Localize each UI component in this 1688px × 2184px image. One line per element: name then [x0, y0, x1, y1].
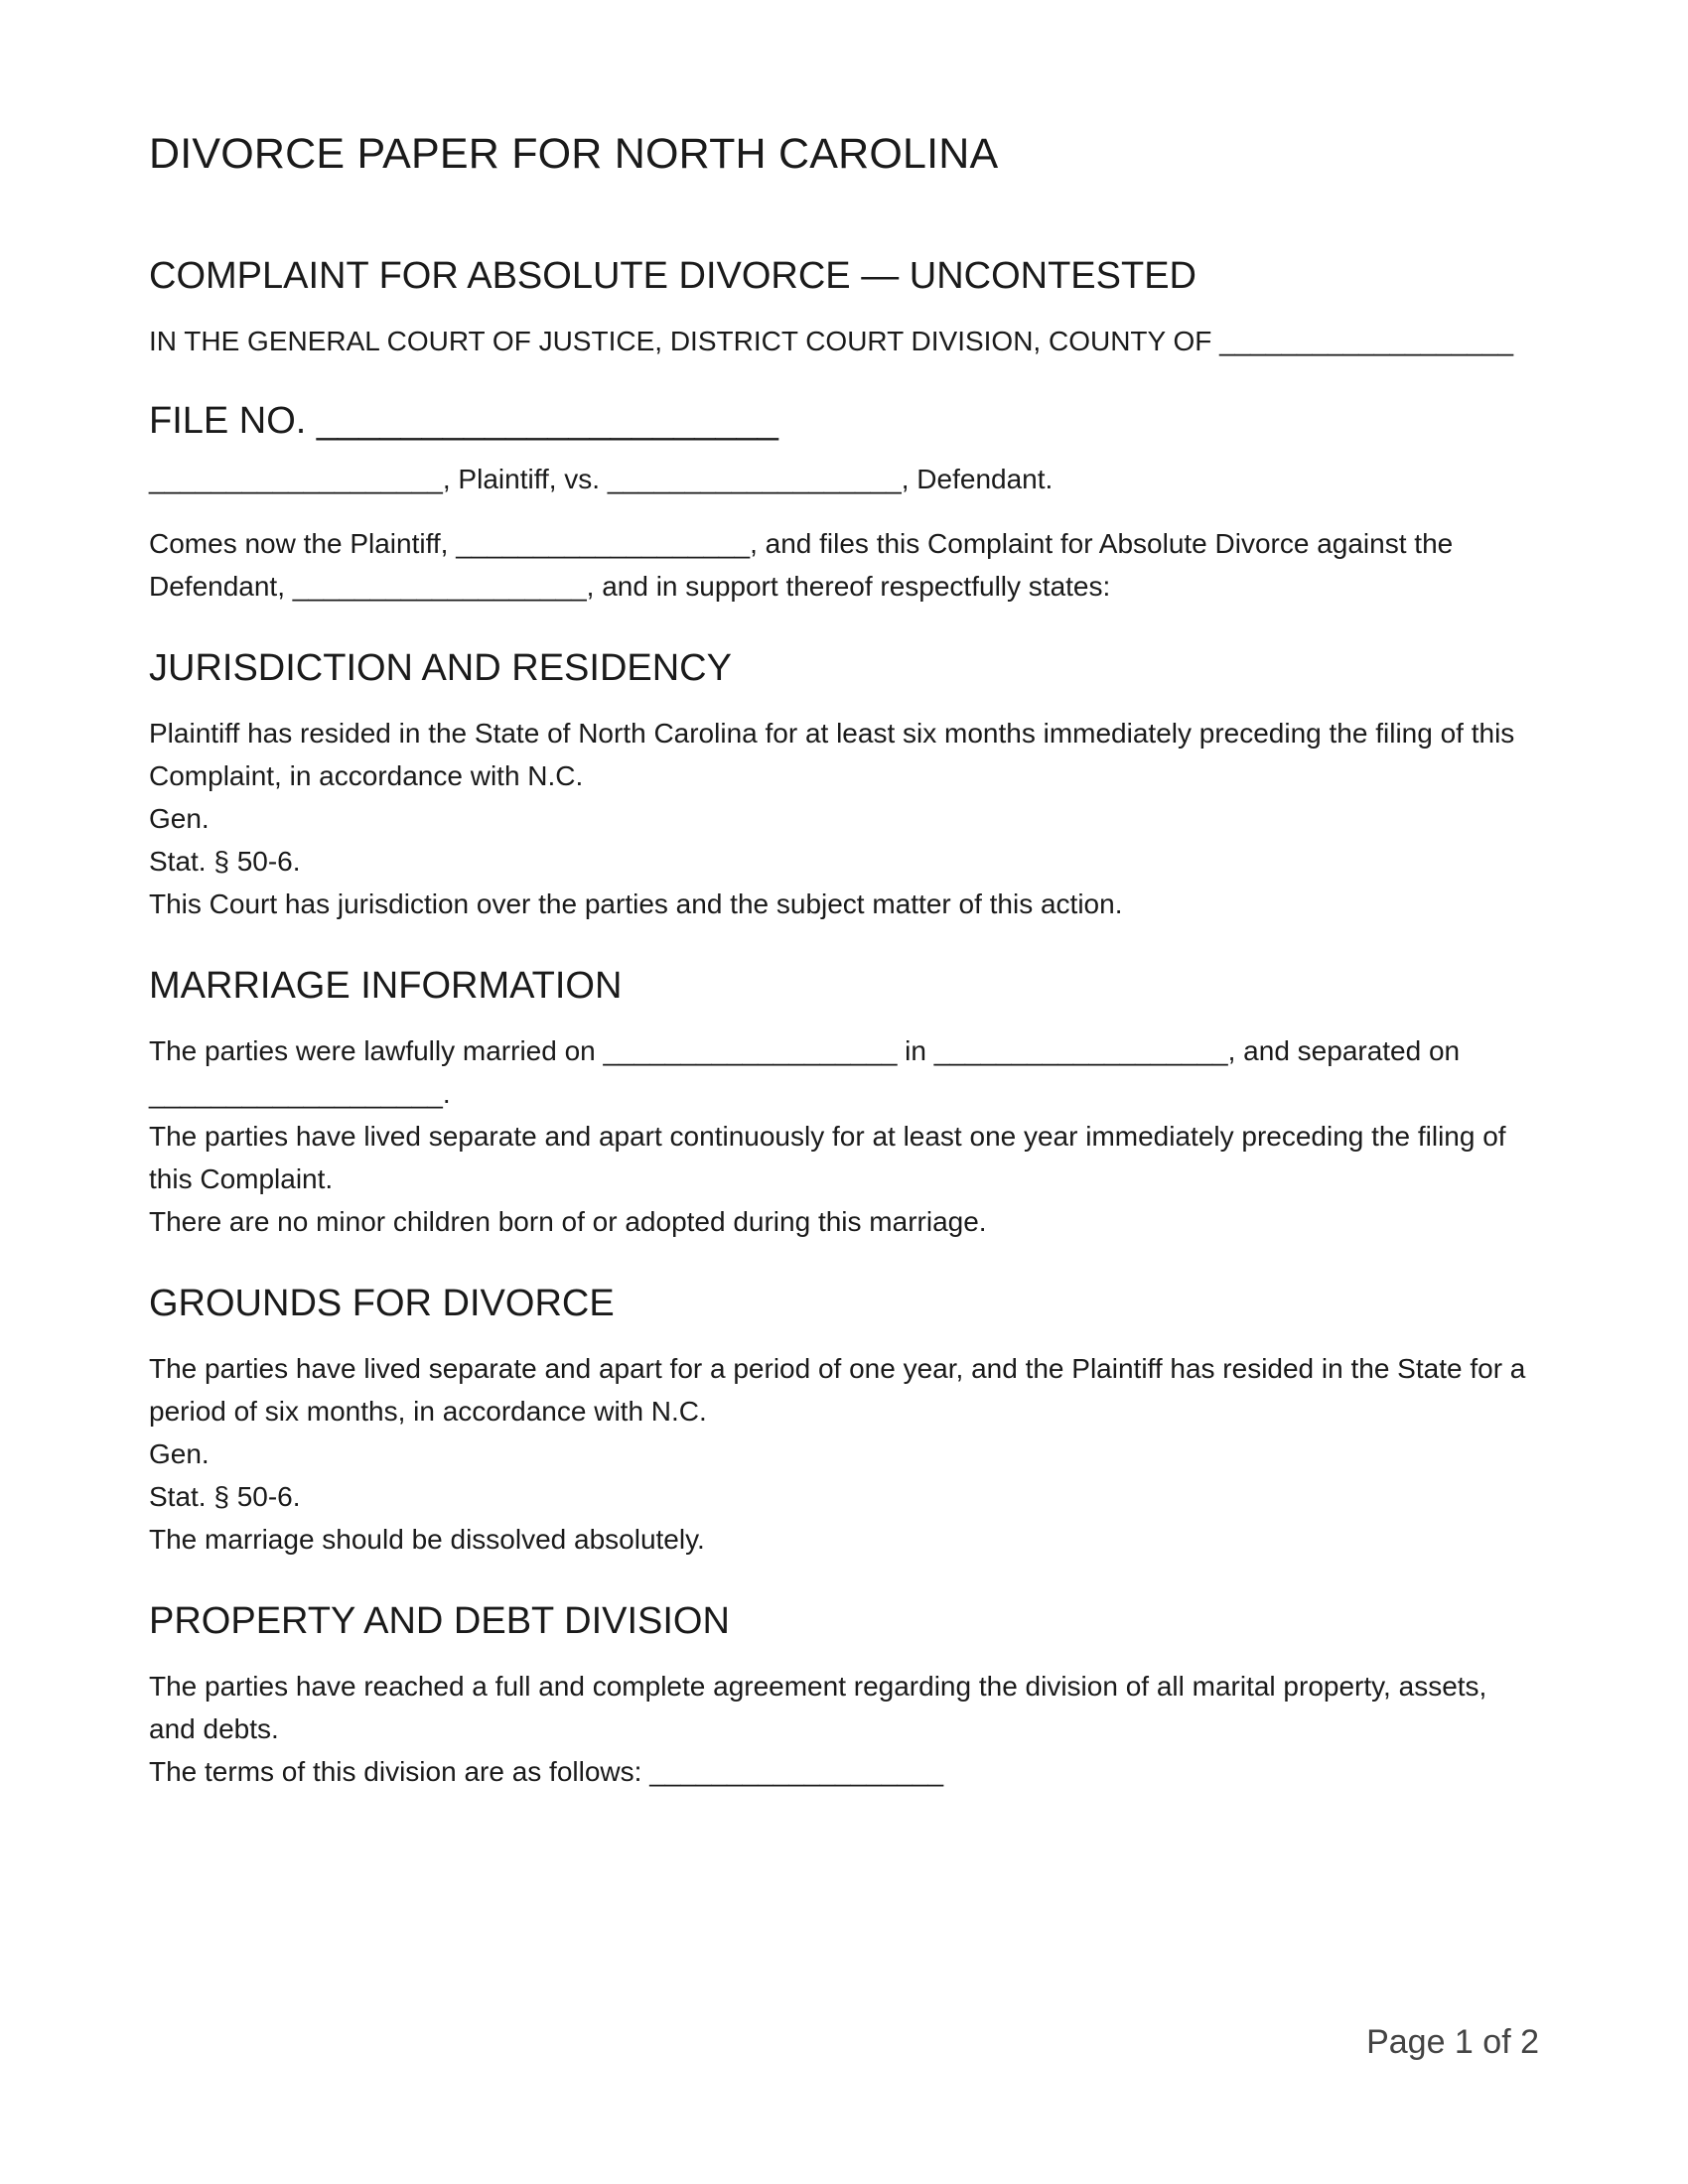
- grounds-line: The parties have lived separate and apart for a period of one year, and the Plaintiff has resided in the State for a period of six months, in accordance with N.C.: [149, 1353, 1526, 1427]
- section-heading-property: PROPERTY AND DEBT DIVISION: [149, 1600, 730, 1642]
- marriage-line: There are no minor children born of or adopted during this marriage.: [149, 1206, 987, 1237]
- document-title: DIVORCE PAPER FOR NORTH CAROLINA: [149, 130, 999, 178]
- jurisdiction-line: Plaintiff has resided in the State of North Carolina for at least six months immediately preceding the filing of this Complaint, in accordance with N.C.: [149, 718, 1515, 791]
- section-grounds: [149, 1278, 1539, 1561]
- page-number: Page 1 of 2: [1366, 2023, 1539, 2061]
- file-number: FILE NO. ______________________: [149, 400, 778, 442]
- document-subtitle: COMPLAINT FOR ABSOLUTE DIVORCE — UNCONTESTED: [149, 255, 1197, 297]
- document-body: [149, 124, 1539, 1793]
- section-heading-grounds: GROUNDS FOR DIVORCE: [149, 1283, 615, 1324]
- jurisdiction-line: Gen.: [149, 803, 210, 834]
- section-heading-marriage: MARRIAGE INFORMATION: [149, 965, 623, 1007]
- marriage-line: The parties have lived separate and apart continuously for at least one year immediately preceding the filing of this Complaint.: [149, 1121, 1506, 1194]
- court-line: IN THE GENERAL COURT OF JUSTICE, DISTRICT COURT DIVISION, COUNTY OF ___________________: [149, 326, 1514, 356]
- jurisdiction-line: Stat. § 50-6.: [149, 846, 301, 877]
- property-line: The parties have reached a full and complete agreement regarding the division of all marital property, assets, and debts.: [149, 1671, 1487, 1744]
- parties-line: ___________________, Plaintiff, vs. ___________________, Defendant.: [149, 464, 1054, 494]
- section-property: [149, 1595, 1539, 1793]
- marriage-line: The parties were lawfully married on ___________________ in ___________________, and separated on ___________________.: [149, 1035, 1461, 1109]
- jurisdiction-line: This Court has jurisdiction over the parties and the subject matter of this action.: [149, 888, 1123, 919]
- grounds-line: Gen.: [149, 1438, 210, 1469]
- section-marriage: [149, 960, 1539, 1243]
- property-line: The terms of this division are as follows: ___________________: [149, 1756, 944, 1787]
- intro-paragraph: Comes now the Plaintiff, ___________________, and files this Complaint for Absolute Divorce against the Defendant, ___________________, and in support thereof respectfully states:: [149, 528, 1454, 602]
- section-jurisdiction: [149, 642, 1539, 925]
- grounds-line: The marriage should be dissolved absolutely.: [149, 1524, 705, 1555]
- grounds-line: Stat. § 50-6.: [149, 1481, 301, 1512]
- section-heading-jurisdiction: JURISDICTION AND RESIDENCY: [149, 647, 732, 689]
